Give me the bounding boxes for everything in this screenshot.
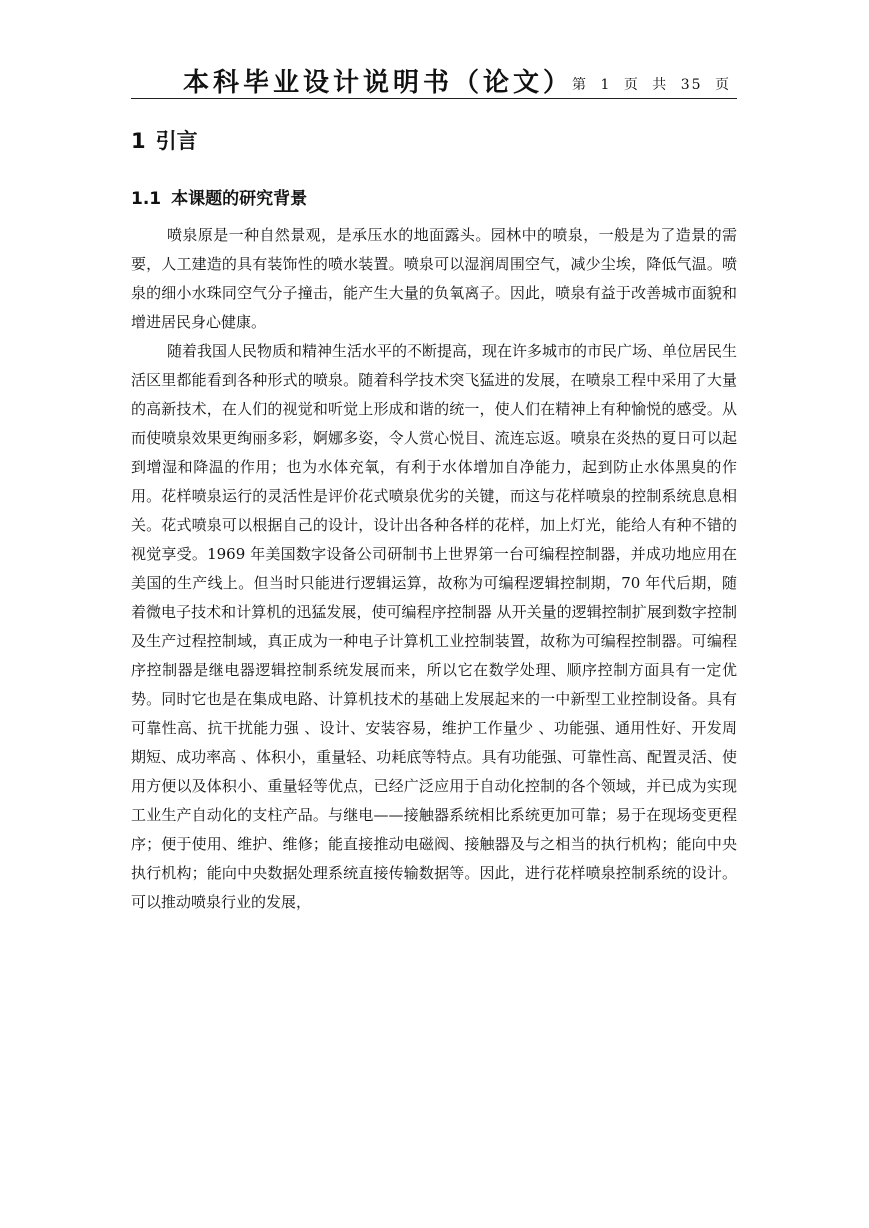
paragraph-fountain-intro: 喷泉原是一种自然景观，是承压水的地面露头。园林中的喷泉，一般是为了造景的需要，人工建造的具有装饰性的喷水装置。喷泉可以湿润周围空气，减少尘埃，降低气温。喷泉的细小水珠同空气分子撞击，能产生大量的负氧离子。因此，喷泉有益于改善城市面貌和增进居民身心健康。 — [131, 226, 737, 331]
page-header — [131, 62, 737, 99]
paragraph-fountain-development: 随着我国人民物质和精神生活水平的不断提高，现在许多城市的市民广场、单位居民生活区里都能看到各种形式的喷泉。随着科学技术突飞猛进的发展，在喷泉工程中采用了大量的高新技术，在人们的视觉和听觉上形成和谐的统一，使人们在精神上有种愉悦的感受。从而使喷泉效果更绚丽多彩，婀娜多姿，令人赏心悦目、流连忘返。喷泉在炎热的夏日可以起到增湿和降温的作用；也为水体充氧，有利于水体增加自净能力，起到防止水体黑臭的作用。花样喷泉运行的灵活性是评价花式喷泉优劣的关键，而这与花样喷泉的控制系统息息相关。花式喷泉可以根据自己的设计，设计出各种各样的花样，加上灯光，能给人有种不错的视觉享受。1969 年美国数字设备公司研制书上世界第一台可编程控制器，并成功地应用在美国的生产线上。但当时只能进行逻辑运算，故称为可编程逻辑控制期，70 年代后期，随着微电子技术和计算机的迅猛发展，使可编程序控制器 从开关量的逻辑控制扩展到数字控制及生产过程控制域，真正成为一种电子计算机工业控制装置，故称为可编程控制器。可编程序控制器是继电器逻辑控制系统发展而来，所以它在数学处理、顺序控制方面具有一定优势。同时它也是在集成电路、计算机技术的基础上发展起来的一中新型工业控制设备。具有可靠性高、抗干扰能力强 、设计、安装容易，维护工作量少 、功能强、通用性好、开发周期短、成功率高 、体积小，重量轻、功耗底等特点。具有功能强、可靠性高、配置灵活、使用方便以及体积小、重量轻等优点，已经广泛应用于自动化控制的各个领域，并已成为实现工业生产自动化的支柱产品。与继电——接触器系统相比系统更加可靠；易于在现场变更程序；便于使用、维护、维修；能直接推动电磁阀、接触器及与之相当的执行机构；能向中央执行机构；能向中央数据处理系统直接传输数据等。因此，进行花样喷泉控制系统的设计。可以推动喷泉行业的发展， — [131, 342, 738, 911]
chapter-title: 引言 — [155, 129, 198, 153]
section-heading — [131, 184, 307, 209]
chapter-heading — [131, 125, 198, 155]
chapter-number: 1 — [131, 129, 146, 153]
header-page-info: 第 1 页 共 35 页 — [572, 77, 731, 93]
header-title: 本科毕业设计说明书（论文） — [183, 68, 574, 98]
section-number: 1.1 — [131, 189, 162, 209]
body-text — [131, 221, 737, 917]
section-title: 本课题的研究背景 — [171, 189, 308, 209]
